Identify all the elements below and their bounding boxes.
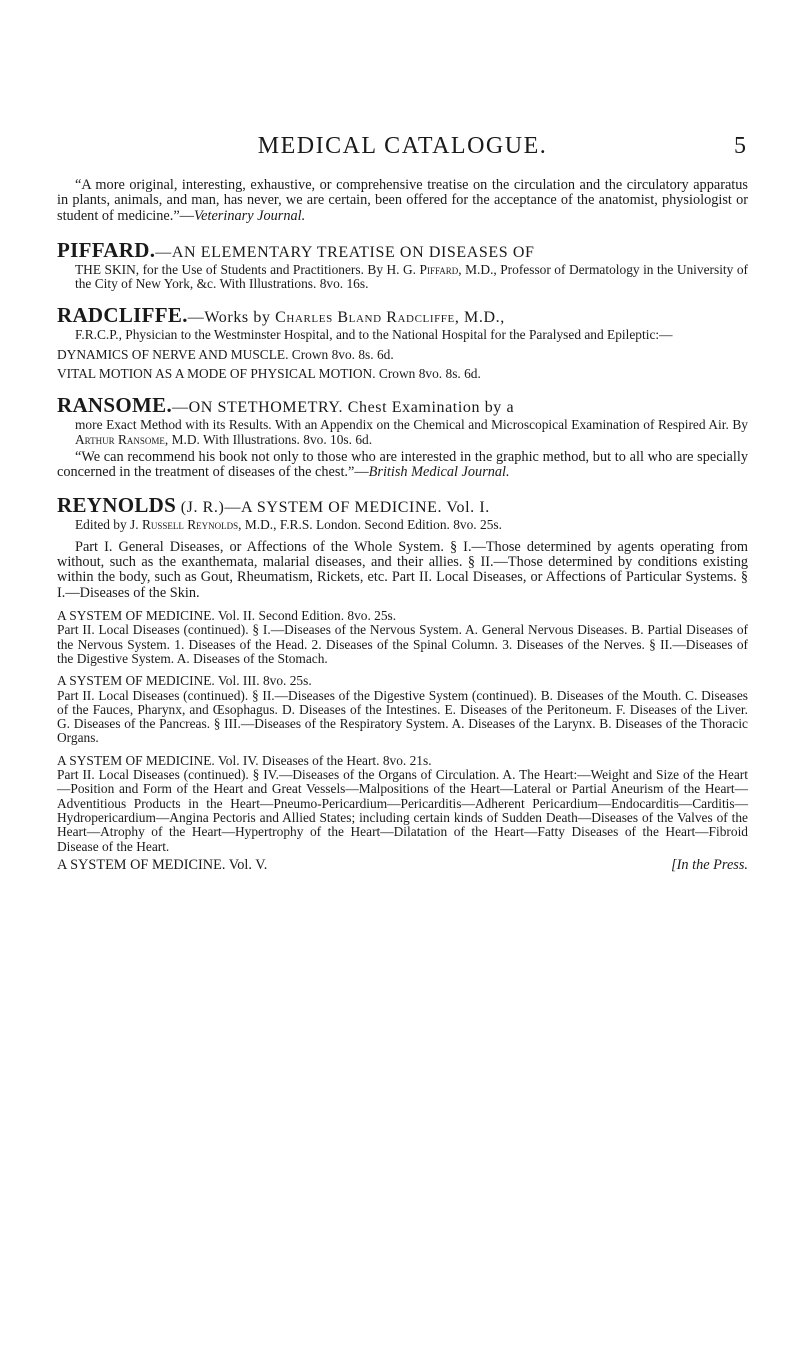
entry-radcliffe: [57, 303, 748, 381]
volume-heading: A SYSTEM OF MEDICINE. Vol. III. 8vo. 25s.: [57, 673, 312, 689]
author-name: Russell Reynolds,: [141, 516, 242, 532]
volume-contents: Part I. General Diseases, or Affections of the Whole System. § I.—Those determined by agents operating from without, such as the exanthemata, malarial diseases, and their allies. § II.—Those determined by conditions existing within the body, such as Gout, Rheumatism, Rickets, etc. Part II. Local Diseases, or Affections of Particular Systems. § I.—Diseases of the Skin.: [57, 538, 748, 601]
entry-title: —ON STETHOMETRY. Chest Examination by a: [172, 399, 515, 417]
page-number: 5: [734, 133, 746, 159]
entry-author: RANSOME.: [57, 393, 172, 418]
entry-title: —AN ELEMENTARY TREATISE ON DISEASES OF: [155, 243, 535, 261]
journal-review: “We can recommend his book not only to those who are interested in the graphic method, but to all who are specially concerned in the treatment of diseases of the chest.”—British Medical Journal.: [57, 448, 748, 481]
entry-reynolds: [57, 493, 748, 874]
entry-detail: F.R.C.P., Physician to the Westminster Hospital, and to the National Hospital for the Paralysed and Epileptic:—: [75, 327, 673, 343]
press-status: [In the Press.: [671, 856, 748, 873]
entry-author: PIFFARD.: [57, 237, 156, 262]
review-source: Veterinary Journal.: [193, 207, 306, 224]
author-name: Charles Bland Radcliffe,: [275, 309, 460, 327]
entry-ransome: [57, 393, 748, 480]
page-header: [57, 0, 748, 178]
volume-contents: Part II. Local Diseases (continued). § I.—Diseases of the Nervous System. A. General Nervous Diseases. B. Partial Diseases of the Nervous System. 1. Diseases of the Head. 2. Diseases of the Spinal Column. 3. Diseases of the Nerves. § II.—Diseases of the Digestive System. A. Diseases of the Stomach.: [57, 622, 748, 666]
volume-contents: Part II. Local Diseases (continued). § II.—Diseases of the Digestive System (continued). B. Diseases of the Mouth. C. Diseases of the Fauces, Pharynx, and Œsophagus. D. Diseases of the Intestines. E. Diseases of the Peritoneum. F. Diseases of the Liver. G. Diseases of the Pancreas. § III.—Diseases of the Respiratory System. A. Diseases of the Larynx. B. Diseases of the Thoracic Organs.: [57, 687, 748, 746]
entry-detail: THE SKIN, for the Use of Students and Practitioners. By H. G. Piffard, M.D., Professor of Dermatology in the University of the City of New York, &c. With Illustrations. 8vo. 16s.: [75, 261, 748, 292]
review-text: “A more original, interesting, exhaustive, or comprehensive treatise on the circulation and the circulatory apparatus in plants, animals, and man, has never, we are certain, been offered for the acceptance of the anatomist, physiologist or student of medicine.”—: [57, 177, 748, 224]
work-title: VITAL MOTION AS A MODE OF PHYSICAL MOTION. Crown 8vo. 8s. 6d.: [57, 366, 481, 382]
entry-author: RADCLIFFE.: [57, 303, 188, 328]
veterinary-review: [57, 178, 748, 224]
entry-heading: RADCLIFFE.—Works by Charles Bland Radcliffe, M.D.,: [57, 303, 505, 328]
entry-heading: [57, 238, 748, 263]
entry-author: REYNOLDS: [57, 492, 177, 517]
volume-heading: A SYSTEM OF MEDICINE. Vol. II. Second Edition. 8vo. 25s.: [57, 608, 397, 624]
entry-title: —A SYSTEM OF MEDICINE. Vol. I.: [224, 498, 490, 516]
volume-heading: A SYSTEM OF MEDICINE. Vol. IV. Diseases of the Heart. 8vo. 21s.: [57, 752, 432, 768]
entry-piffard: [57, 238, 748, 292]
entry-detail: Edited by J. Russell Reynolds, M.D., F.R.S. London. Second Edition. 8vo. 25s.: [75, 516, 502, 532]
entry-heading: [57, 393, 748, 418]
work-title: DYNAMICS OF NERVE AND MUSCLE. Crown 8vo. 8s. 6d.: [57, 346, 394, 362]
review-source: British Medical Journal.: [368, 464, 510, 481]
entry-detail: more Exact Method with its Results. With an Appendix on the Chemical and Microscopical Examination of Respired Air. By Arthur Ransome, M.D. With Illustrations. 8vo. 10s. 6d.: [75, 417, 748, 447]
entry-heading: REYNOLDS (J. R.)—A SYSTEM OF MEDICINE. Vol. I.: [57, 492, 490, 517]
volume-contents: Part II. Local Diseases (continued). § IV.—Diseases of the Organs of Circulation. A. The Heart:—Weight and Size of the Heart—Position and Form of the Heart and Great Vessels—Malpositions of the Heart—Lateral or Partial Aneurism of the Heart—Adventitious Products in the Heart—Pneumo-Pericardium—Pericarditis—Adherent Pericardium—Endocarditis—Carditis—Hydropericardium—Angina Pectoris and Allied States; including certain kinds of Sudden Death—Diseases of the Valves of the Heart—Atrophy of the Heart—Hypertrophy of the Heart—Dilatation of the Heart—Fatty Diseases of the Heart—Fibroid Disease of the Heart.: [57, 767, 748, 854]
author-name: Arthur Ransome,: [75, 431, 169, 447]
author-name: Piffard,: [419, 261, 462, 277]
volume-heading: A SYSTEM OF MEDICINE. Vol. V. [In the Press.: [57, 856, 748, 873]
running-title: MEDICAL CATALOGUE.: [257, 133, 548, 159]
